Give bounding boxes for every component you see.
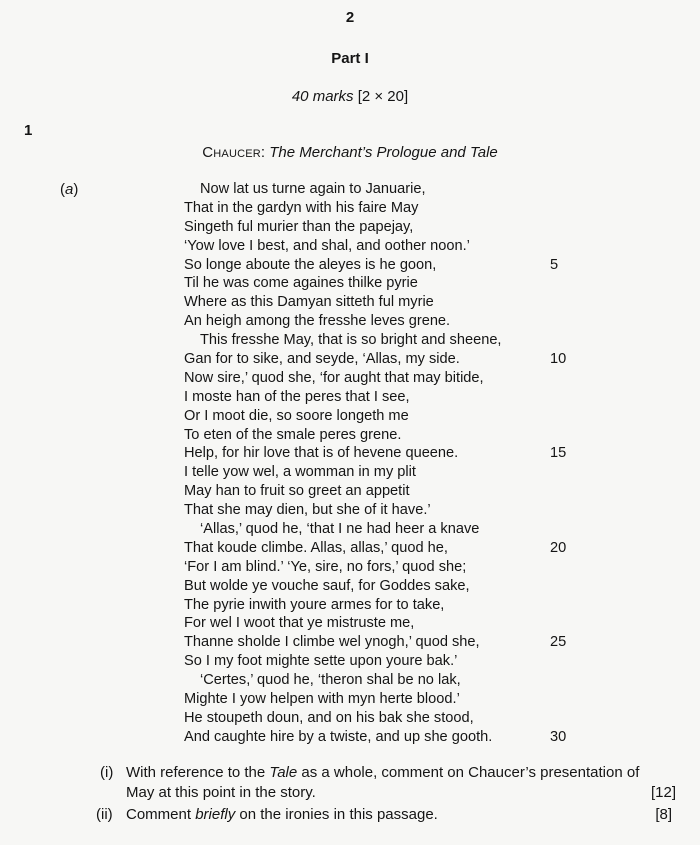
poem-passage: [184, 180, 664, 747]
poem-line: [184, 350, 664, 369]
poem-line: [184, 463, 664, 482]
poem-line: [184, 444, 664, 463]
poem-line-text: The pyrie inwith youre armes for to take,: [184, 596, 445, 613]
poem-line: [184, 312, 664, 331]
poem-line-text: ‘Allas,’ quod he, ‘that I ne had heer a knave: [200, 521, 480, 538]
poem-line-text: And caughte hire by a twiste, and up she gooth.: [184, 728, 493, 745]
poem-line: [184, 369, 664, 388]
poem-line-text: Where as this Damyan sitteth ful myrie: [184, 294, 434, 311]
poem-line: [184, 482, 664, 501]
work-title: The Merchant’s Prologue and Tale: [269, 144, 498, 161]
poem-line-text: Help, for hir love that is of hevene queene.: [184, 445, 459, 462]
poem-line: [184, 237, 664, 256]
poem-line-text: Gan for to sike, and seyde, ‘Allas, my side.: [184, 351, 460, 368]
poem-line: [184, 596, 664, 615]
text-heading: [0, 144, 700, 161]
poem-line: [184, 426, 664, 445]
subquestion-i-label: (i): [100, 764, 114, 781]
part-title: Part I: [331, 50, 369, 67]
poem-line: [184, 274, 664, 293]
poem-line-text: He stoupeth doun, and on his bak she stood,: [184, 709, 474, 726]
poem-line: [184, 539, 664, 558]
poem-line-text: This fresshe May, that is so bright and sheene,: [200, 332, 502, 349]
poem-line-text: Now sire,’ quod she, ‘for aught that may bitide,: [184, 369, 484, 386]
poem-line: [184, 331, 664, 350]
poem-line: [184, 180, 664, 199]
poem-line: [184, 218, 664, 237]
poem-line: [184, 577, 664, 596]
line-number: 15: [550, 445, 567, 462]
poem-line-text: That in the gardyn with his faire May: [184, 199, 419, 216]
line-number: 30: [550, 728, 567, 745]
part-label: (a): [60, 181, 79, 198]
poem-line: [184, 614, 664, 633]
poem-line-text: May han to fruit so greet an appetit: [184, 483, 410, 500]
author-name: Chaucer: [202, 144, 261, 161]
poem-line: [184, 728, 664, 747]
line-number: 20: [550, 539, 567, 556]
question-number: 1: [24, 122, 33, 139]
poem-line-text: Mighte I yow helpen with myn herte blood.’: [184, 691, 460, 708]
page-number: 2: [345, 9, 355, 26]
poem-line-text: ‘Certes,’ quod he, ‘theron shal be no lak,: [200, 672, 461, 689]
marks-rest: [2 × 20]: [353, 88, 409, 105]
poem-line-text: An heigh among the fresshe leves grene.: [184, 313, 451, 330]
poem-line: [184, 671, 664, 690]
line-number: 25: [550, 634, 567, 651]
poem-line-text: ‘For I am blind.’ ‘Ye, sire, no fors,’ quod she;: [184, 558, 467, 575]
subquestion-ii-text: Comment briefly on the ironies in this passage.: [126, 806, 438, 823]
subquestion-ii-marks: [8]: [655, 806, 672, 823]
line-number: 5: [550, 256, 559, 273]
poem-line: [184, 558, 664, 577]
subquestion-ii-label: (ii): [96, 806, 113, 823]
line-number: 10: [550, 351, 567, 368]
subquestion-i-marks: [12]: [650, 784, 676, 801]
poem-line-text: To eten of the smale peres grene.: [184, 426, 402, 443]
poem-line: [184, 633, 664, 652]
poem-line-text: Or I moot die, so soore longeth me: [184, 407, 409, 424]
poem-line-text: Til he was come againes thilke pyrie: [184, 275, 418, 292]
author-separator: :: [260, 144, 270, 161]
poem-line: [184, 256, 664, 275]
marks-italic: 40 marks: [291, 88, 354, 105]
poem-line-text: Now lat us turne again to Januarie,: [200, 181, 426, 197]
poem-line-text: Thanne sholde I climbe wel ynogh,’ quod she,: [184, 634, 480, 651]
poem-line-text: Singeth ful murier than the papejay,: [184, 218, 414, 235]
marks-allocation: [0, 88, 700, 105]
poem-line: [184, 520, 664, 539]
poem-line-text: That koude climbe. Allas, allas,’ quod he,: [184, 539, 448, 556]
poem-line-text: So longe aboute the aleyes is he goon,: [184, 256, 437, 273]
poem-line: [184, 709, 664, 728]
poem-line: [184, 690, 664, 709]
subquestion-i-text: With reference to the Tale as a whole, comment on Chaucer’s presentation of: [126, 764, 640, 781]
poem-line-text: So I my foot mighte sette upon youre bak.’: [184, 653, 458, 670]
poem-line: [184, 388, 664, 407]
poem-line-text: For wel I woot that ye mistruste me,: [184, 615, 415, 632]
poem-line-text: But wolde ye vouche sauf, for Goddes sake,: [184, 577, 470, 594]
poem-line: [184, 501, 664, 520]
poem-line-text: I telle yow wel, a womman in my plit: [184, 464, 416, 481]
subquestion-i-text-cont: May at this point in the story.: [126, 784, 316, 801]
poem-line: [184, 293, 664, 312]
poem-line: [184, 407, 664, 426]
poem-line-text: ‘Yow love I best, and shal, and oother noon.’: [184, 237, 470, 254]
poem-line: [184, 652, 664, 671]
poem-line-text: I moste han of the peres that I see,: [184, 388, 410, 405]
poem-line-text: That she may dien, but she of it have.’: [184, 502, 431, 519]
poem-line: [184, 199, 664, 218]
